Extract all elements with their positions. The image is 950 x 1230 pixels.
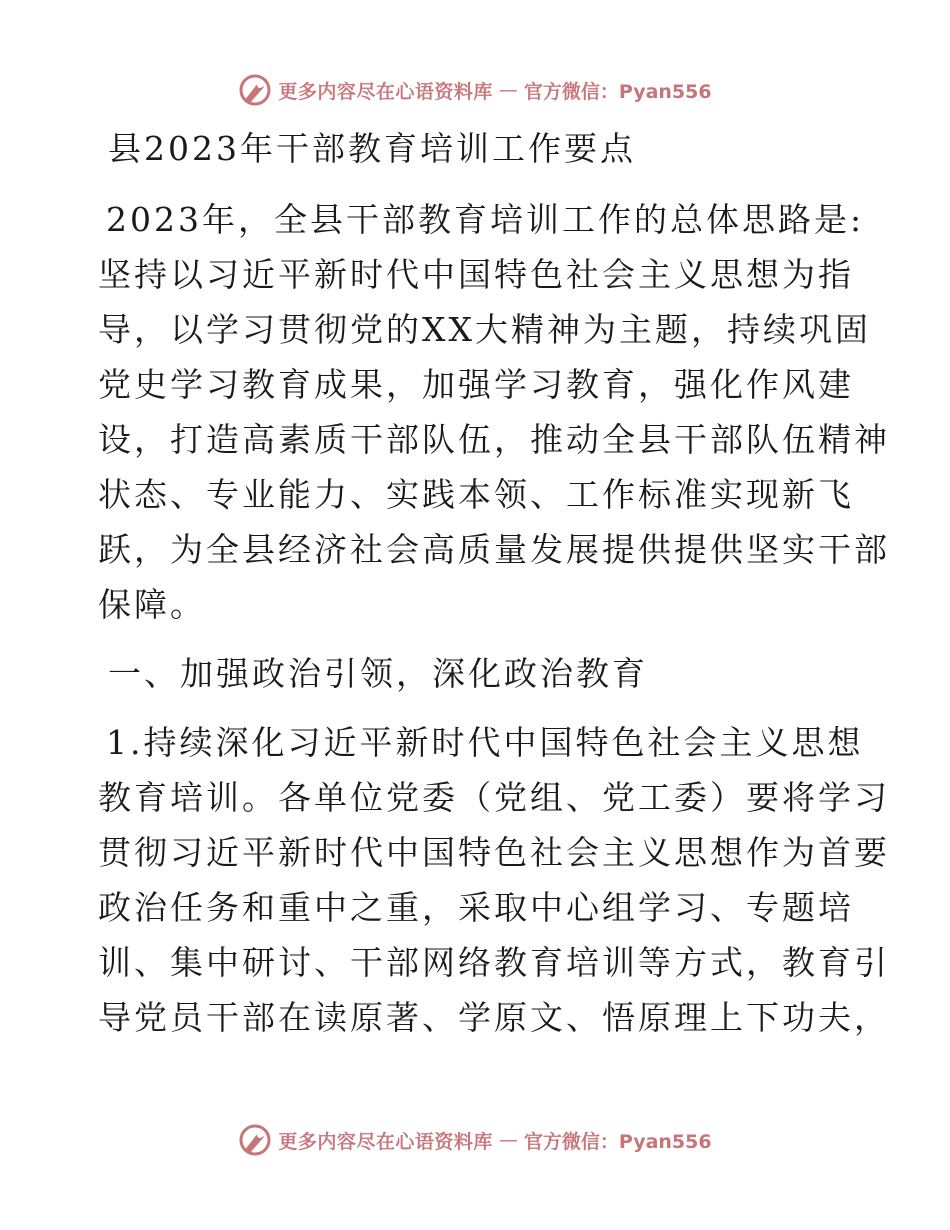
watermark-text: 更多内容尽在心语资料库 [278,80,493,103]
watermark-text: 更多内容尽在心语资料库 [278,1130,493,1153]
paragraph-overview [98,192,890,632]
paragraph-line: 导，以学习贯彻党的XX大精神为主题，持续巩固 [98,310,871,349]
document-title: 县2023年干部教育培训工作要点 [108,129,636,168]
watermark-banner-bottom [0,1120,950,1160]
paragraph-line: 设，打造高素质干部队伍，推动全县干部队伍精神 [98,420,890,459]
paragraph-line: 坚持以习近平新时代中国特色社会主义思想为指 [98,255,854,294]
paragraph-line: 政治任务和重中之重，采取中心组学习、专题培 [98,888,854,927]
paragraph-line: 贯彻习近平新时代中国特色社会主义思想作为首要 [98,833,890,872]
paragraph-line: 教育培训。各单位党委（党组、党工委）要将学习 [98,778,890,817]
pen-nib-logo-icon [238,1123,272,1157]
watermark-dash: — [498,1129,518,1151]
paragraph-line: 训、集中研讨、干部网络教育培训等方式，教育引 [98,943,890,982]
paragraph-item-1 [98,715,890,1045]
paragraph-line: 导党员干部在读原著、学原文、悟原理上下功夫， [98,998,890,1037]
watermark-dash: — [498,79,518,101]
watermark-banner-top [0,70,950,110]
paragraph-line: 状态、专业能力、实践本领、工作标准实现新飞 [98,475,854,514]
document-body [98,120,890,1045]
pen-nib-logo-icon [238,73,272,107]
paragraph-line: 1.持续深化习近平新时代中国特色社会主义思想 [106,723,864,762]
paragraph-line: 2023年，全县干部教育培训工作的总体思路是: [106,200,865,239]
watermark-contact: 官方微信：Pyan556 [523,1130,712,1153]
watermark-contact: 官方微信：Pyan556 [523,80,712,103]
paragraph-line: 跃，为全县经济社会高质量发展提供提供坚实干部 [98,530,890,569]
section-heading: 一、加强政治引领，深化政治教育 [108,654,648,693]
paragraph-line: 党史学习教育成果，加强学习教育，强化作风建 [98,365,854,404]
paragraph-line: 保障。 [98,585,206,624]
